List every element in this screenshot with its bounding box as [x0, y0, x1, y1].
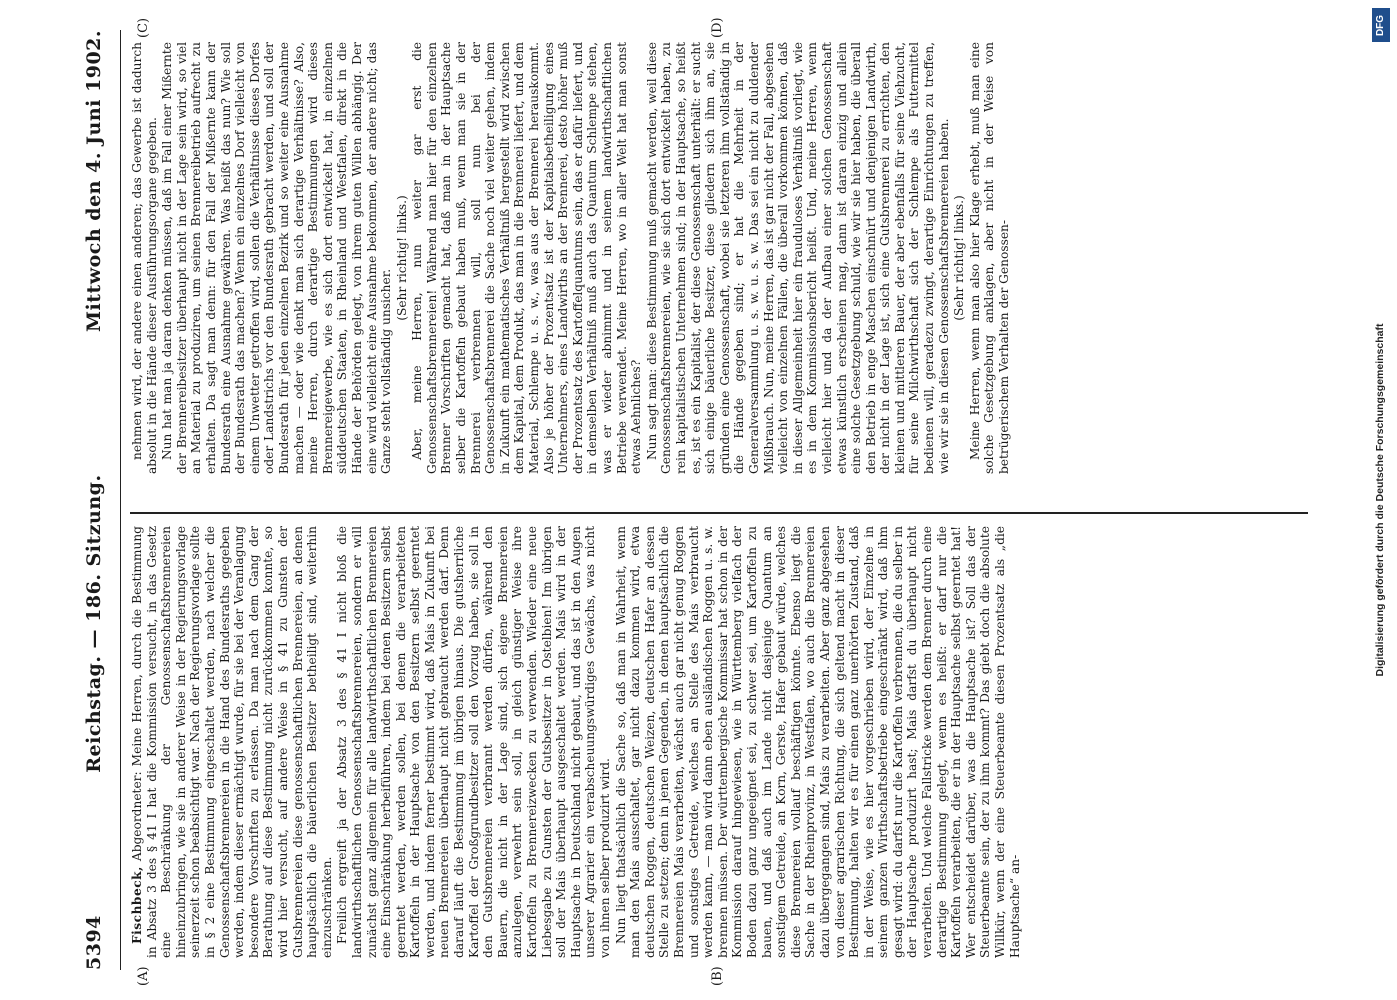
interjection: (Sehr richtig! links.) [952, 195, 967, 321]
paragraph [130, 526, 334, 958]
header-rule [120, 30, 121, 970]
paragraph: nehmen wird, der andere einen anderen; das Gewerbe ist dadurch absolut in die Hände dieser Ausführungsorgane gegeben. [130, 42, 159, 474]
document-page [70, 0, 1370, 1000]
right-column [130, 42, 1308, 474]
paragraph: Nun sagt man: diese Bestimmung muß gemacht werden, weil diese Genossenschaftsbrennereien, wie sie sich dort entwickelt haben, zu rein kapitalistischen Unternehmen sind; in der Hauptsache, so heißt es, ist es ein Kapitalist, der diese Genossenschaft unterhält: er sucht sich einige bäuerliche Besitzer, diese gliedern sich ihm an, sie gründen eine Genossenschaft, wobei sie letzteren ihm vollständig in die Hände gegeben sind; er hat die Mehrheit in der Generalversammlung u. s. w. u. s. w. Das sei ein nicht zu duldender Mißbrauch. Nun, meine Herren, das ist gar nicht der Fall, abgesehen vielleicht von einzelnen Fällen, die überall vorkommen können, daß in dieser Allgemeinheit hier ein frauduloses Verhältniß vorliegt, wie es in dem Kommissionsbericht heißt. Und, meine Herren, wenn vielleicht hier und da der Aufbau einer solchen Genossenschaft etwas künstlich erscheinen mag, dann ist daran einzig und allein eine solche Gesetzgebung schuld, wie wir sie hier haben, die überall den Betrieb in enge Maschen einschnürt und denjenigen Landwirth, der nicht in der Lage ist, sich eine Gutsbrennerei zu errichten, den kleinen und mittleren Bauer, der aber ebenfalls für seine Viehzucht, für seine Milchwirthschaft sich der Schlempe als Futtermittel bedienen will, geradezu zwingt, derartige Einrichtungen zu treffen, wie wir sie in diesen Genossenschaftsbrennereien haben. [644, 42, 951, 474]
speaker-role: Abgeordneter: [130, 766, 144, 867]
column-rule [130, 512, 1308, 514]
left-column [130, 526, 1308, 958]
margin-letter-a: (A) [136, 966, 151, 986]
paragraph: Nun hat man ja daran denken müssen, daß im Fall einer Mißernte der Brennereibesitzer überhaupt nicht in der Lage sein wird, so viel an Material zu produziren, um seinen Brennereibetrieb aufrecht zu erhalten. Da sagt man denn: für den Fall der Mißernte kann der Bundesrath eine Ausnahme gewähren. Was heißt das nun? Wie soll der Bundesrath das machen? Wenn ein einzelnes Dorf vielleicht von einem Unwetter getroffen wird, sollen die Verhältnisse dieses Dorfes oder Landstrichs vor den Bundesrath gebracht werden, und soll der Bundesrath für jeden einzelnen Bezirk und so weiter eine Ausnahme machen — oder wie denkt man sich derartige Verhältnisse? Also, meine Herren, durch derartige Bestimmungen wird dieses Brennereigewerbe, wie es sich dort entwickelt hat, in einzelnen süddeutschen Staaten, in Rheinland und Westfalen, direkt in die Hände der Behörden gelegt, von ihrem guten Willen abhängig. Der eine wird vielleicht eine Ausnahme bekommen, der andere nicht; das Ganze steht vollständig unsicher. [160, 42, 394, 474]
margin-letter-d: (D) [710, 17, 725, 38]
paragraph: Meine Herren, wenn man also hier Klage erhebt, muß man eine solche Gesetzgebung anklagen, aber nicht in der Weise von betrügerischem Verhalten der Genossen- [967, 42, 1012, 474]
margin-letter-c: (C) [136, 17, 151, 38]
paragraph: Freilich ergreift ja der Absatz 3 des § 41 I nicht bloß die landwirthschaftlichen Genossenschaftsbrennereien, sondern er will zunächst ganz allgemein für alle landwirthschaftlichen Brennereien eine Einschränkung herbeiführen, indem bei denen Besitzern selbst geerntet werden, werden sollen, bei denen die verarbeiteten Kartoffeln in der Hauptsache von den Besitzern selbst geerntet werden, und indem ferner bestimmt wird, daß Mais in Zukunft bei neuen Brennereien überhaupt nicht gebraucht werden darf. Denn darauf läuft die Bestimmung im übrigen hinaus. Die gutsherrliche Kartoffel der Großgrundbesitzer soll den Vorzug haben, sie soll in den Gutsbrennereien verbrannt werden dürfen, während den Bauern, die nicht in der Lage sind, sich eigene Brennereien anzulegen, verwehrt sein soll, in gleich günstiger Weise ihre Kartoffeln zu Brennereizwecken zu verwenden. Wieder eine neue Liebesgabe zu Gunsten der Gutsbesitzer in Ostelbien! Im übrigen soll der Mais überhaupt ausgeschaltet werden. Mais wird in der Hauptsache in Deutschland nicht gebaut, und das ist in den Augen unserer Agrarier ein verabscheuungswürdiges Gewächs, was nicht von ihnen selber produzirt wird. [335, 526, 612, 958]
paragraph: Aber, meine Herren, nun weiter gar erst die Genossenschaftsbrennereien! Während man hier für den einzelnen Brenner Vorschriften gemacht hat, daß man in der Hauptsache selber die Kartoffeln gebaut haben muß, wenn man sie in der Brennerei verbrennen will, soll nun bei der Genossenschaftsbrennerei die Sache noch viel weiter gehen, indem in Zukunft ein mathematisches Verhältniß hergestellt wird zwischen dem Kapital, dem Produkt, das man in die Brennerei liefert, und dem Material, Schlempe u. s. w., was aus der Brennerei herauskommt. Also je höher der Prozentsatz ist der Kapitalsbetheiligung eines Unternehmers, eines Landwirths an der Brennerei, desto höher muß der Prozentsatz des Kartoffelquantums sein, das er dafür liefert, und in demselben Verhältniß muß auch das Quantum Schlempe stehen, was er wieder abnimmt und in seinem landwirthschaftlichen Betriebe verwendet. Meine Herren, wo in aller Welt hat man sonst etwas Aehnliches? [410, 42, 644, 474]
page-number: 5394 [83, 915, 105, 970]
right-running-title: Mittwoch den 4. Juni 1902. [83, 30, 105, 333]
running-head [70, 30, 118, 970]
paragraph-text: Meine Herren, durch die Bestimmung in Absatz 3 des § 41 I hat die Kommission versucht, in das Gesetz eine Beschränkung der Genossenschaftsbrennereien hineinzubringen, wie sie in anderer Weise in der Regierungsvorlage seinerzeit schon beabsichtigt war. Nach der Regierungsvorlage sollte in § 2 eine Bestimmung eingeschaltet werden, nach welcher die Genossenschaftsbrennereien in die Hand des Bundesraths gegeben werden, indem dieser ermächtigt wurde, für sie bei der Veranlagung besondere Vorschriften zu erlassen. Da man nach dem Gang der Berathung auf diese Bestimmung nicht zurückkommen konnte, so wird hier versucht, auf andere Weise in § 41 zu Gunsten der Gutsbrennereien diese genossenschaftlichen Brennereien, an denen hauptsächlich die bäuerlichen Besitzer betheiligt sind, weiterhin einzuschränken. [130, 526, 334, 958]
margin-letter-b: (B) [710, 966, 725, 986]
interjection: (Sehr richtig! links.) [394, 195, 409, 321]
speaker-name: Fischbeck, [130, 866, 144, 944]
paragraph: Nun liegt thatsächlich die Sache so, daß man in Wahrheit, wenn man den Mais ausschaltet, gar nicht dazu kommen wird, etwa deutschen Roggen, deutschen Weizen, deutschen Hafer an dessen Stelle zu setzen; denn in jenen Gegenden, in denen hauptsächlich die Brennereien Mais verarbeiten, wächst auch gar nicht genug Roggen und sonstiges Getreide, welches an Stelle des Mais verbraucht werden kann, — man wird dann eben ausländischen Roggen u. s. w. brennen müssen. Der württembergische Kommissar hat schon in der Kommission darauf hingewiesen, wie in Württemberg vielfach der Boden dazu ganz ungeeignet sei, zu schwer sei, um Kartoffeln zu bauen, und daß auch im Lande nicht dasjenige Quantum an sonstigem Getreide, an Korn, Gerste, Hafer gebaut würde, welches diese Brennereien vollauf beschäftigen könnte. Ebenso liegt die Sache in der Rheinprovinz, in Westfalen, wo auch die Brennereien dazu übergegangen sind, Mais zu verarbeiten. Aber ganz abgesehen von dieser agrarischen Richtung, die sich geltend macht in dieser Bestimmung, halten wir es für einen ganz unerhörten Zustand, daß in der Weise, wie es hier vorgeschrieben wird, der Einzelne in seinem ganzen Wirthschaftsbetriebe eingeschränkt wird, daß ihm gesagt wird: du darfst nur die Kartoffeln verbrennen, die du selber in der Hauptsache produzirt hast; Mais darfst du überhaupt nicht verarbeiten. Und welche Fallstricke werden dem Brenner durch eine derartige Bestimmung gelegt, wenn es heißt: er darf nur die Kartoffeln verarbeiten, die er in der Hauptsache selbst geerntet hat! Wer entscheidet darüber, was die Hauptsache ist? Soll das der Steuerbeamte sein, der zu ihm kommt? Das giebt doch die absolute Willkür, wenn der eine Steuerbeamte diesen Prozentsatz als „die Hauptsache“ an- [613, 526, 1022, 958]
left-running-title: Reichstag. — 186. Sitzung. [83, 474, 105, 773]
dfg-logo: DFG [1372, 8, 1390, 42]
